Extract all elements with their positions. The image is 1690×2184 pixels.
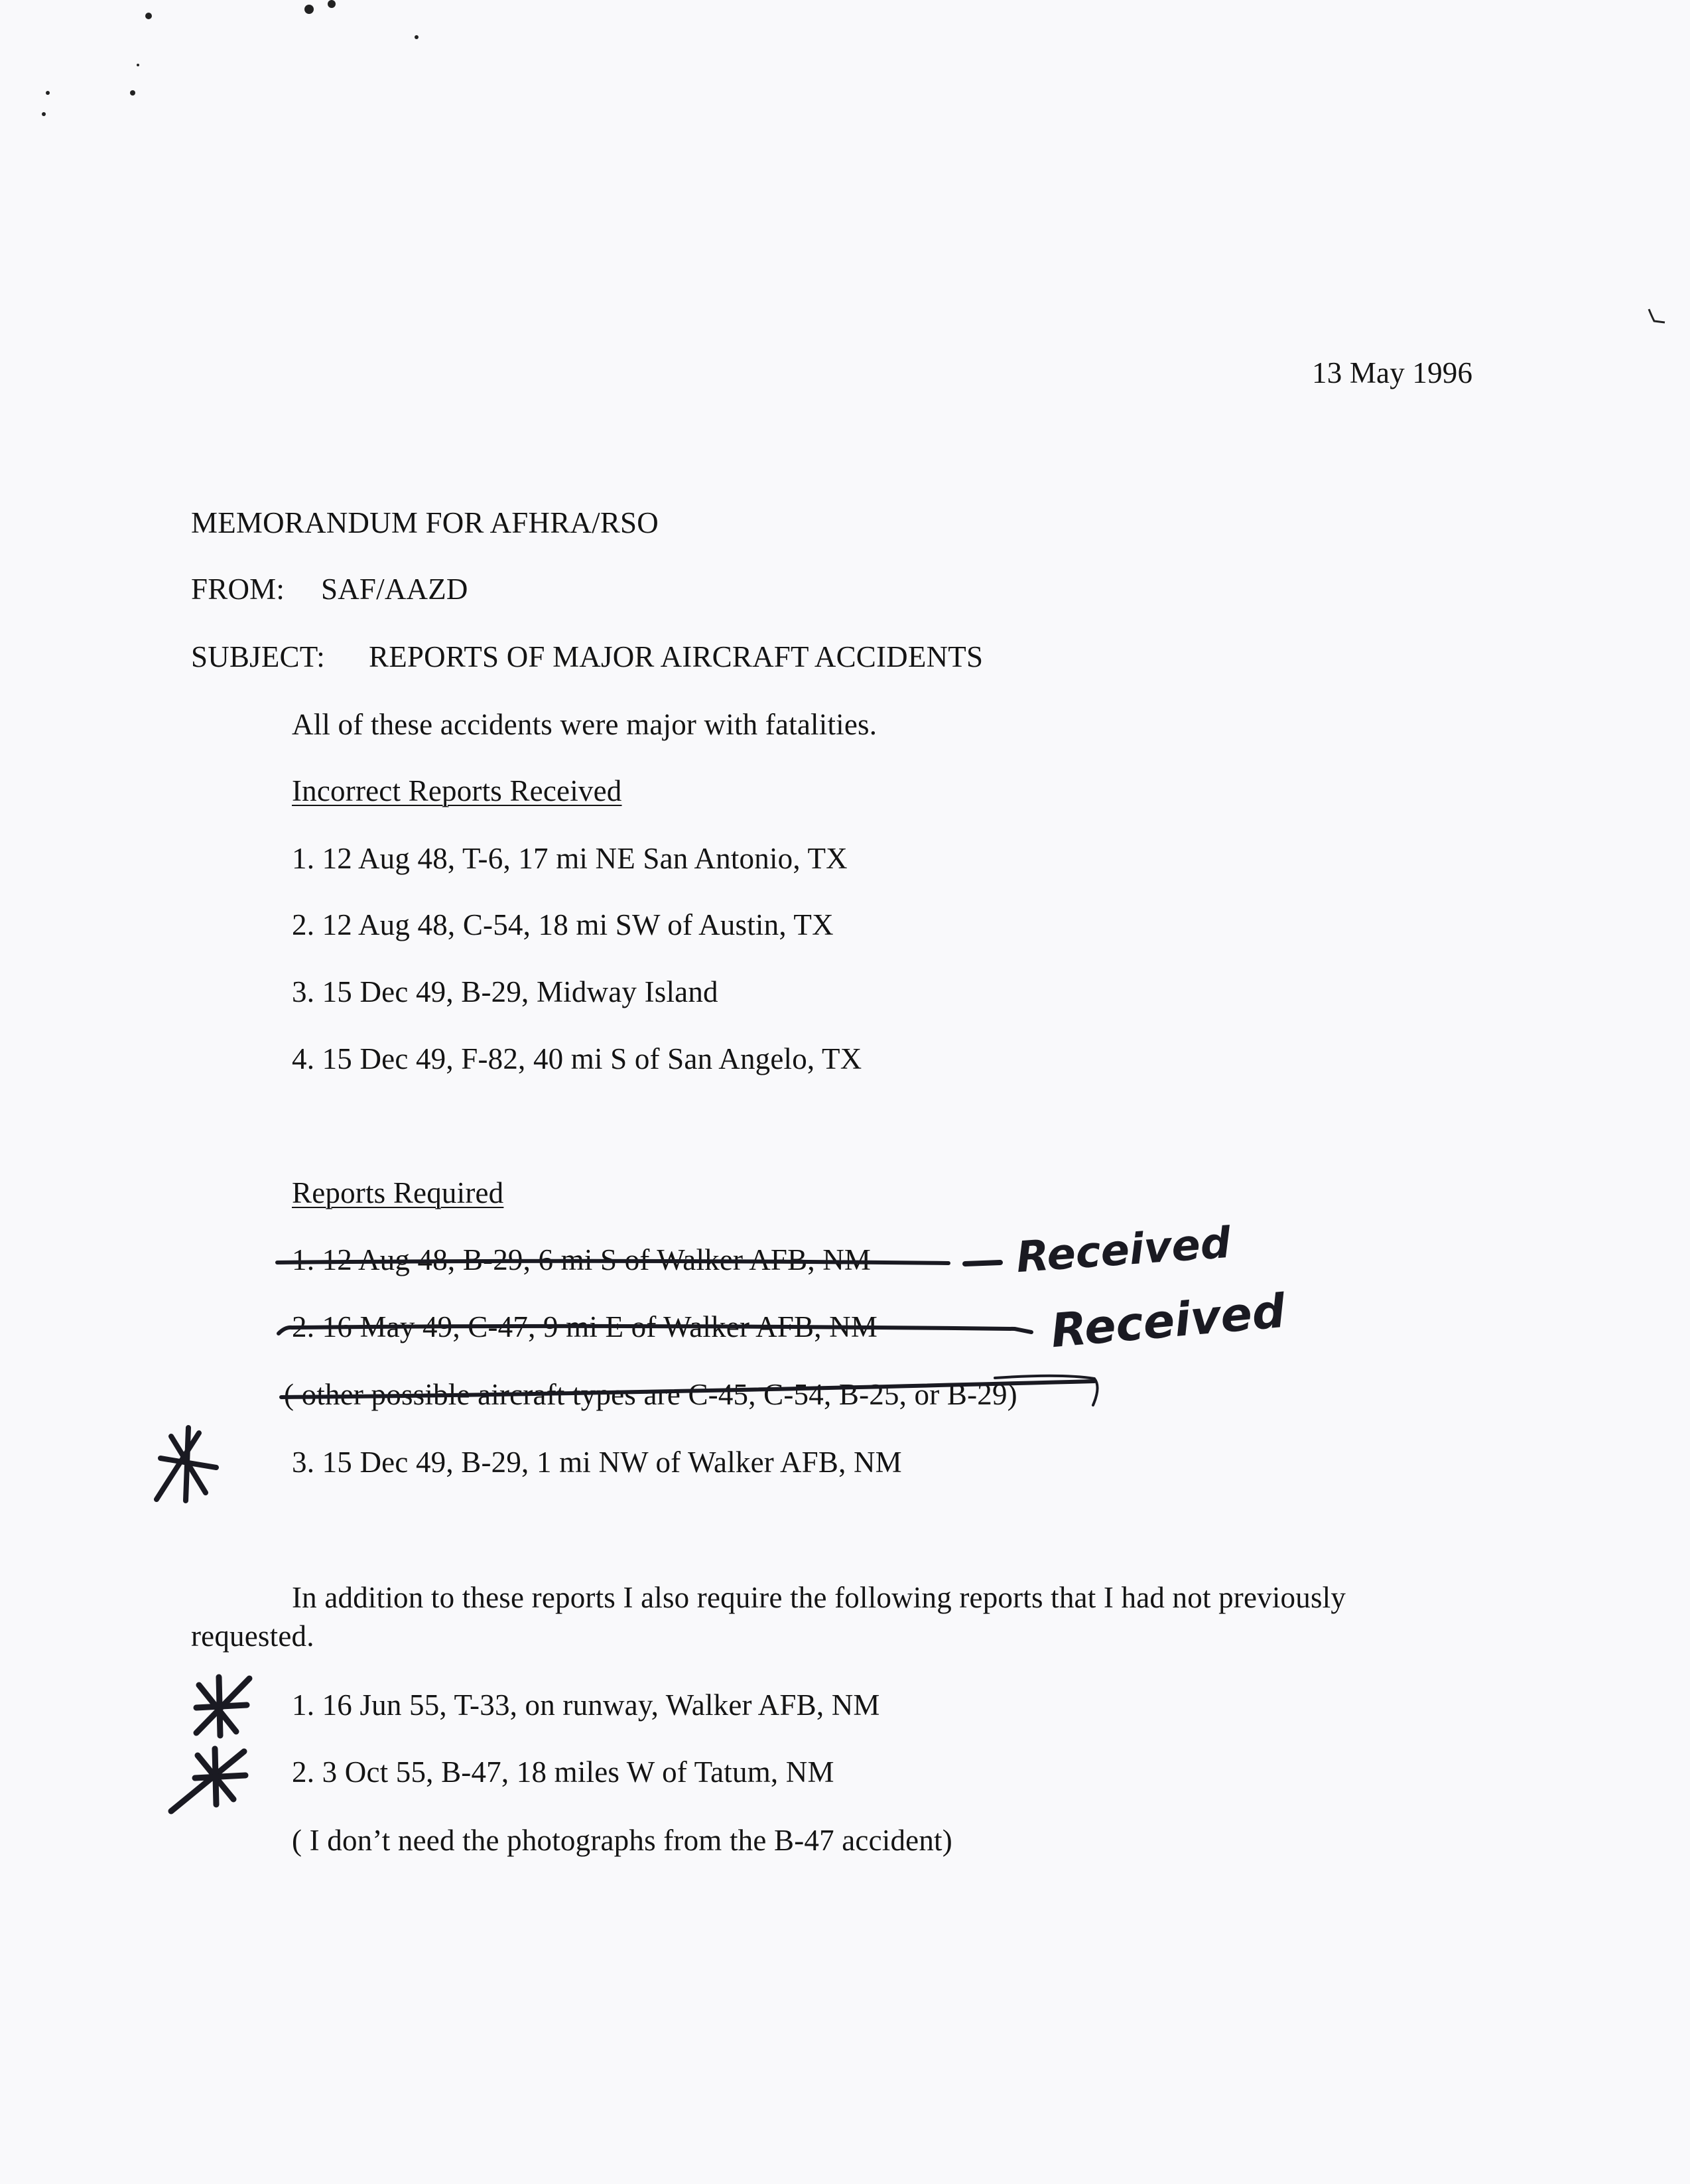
- aircraft-types-note-struck: ( other possible aircraft types are C-45, C-54, B-25, or B-29): [284, 1378, 1017, 1411]
- incorrect-report-item: 3. 15 Dec 49, B-29, Midway Island: [292, 975, 718, 1008]
- memo-for-line: MEMORANDUM FOR AFHRA/RSO: [191, 506, 659, 539]
- addition-paragraph-line: In addition to these reports I also require the following reports that I had not previously: [292, 1581, 1346, 1614]
- asterisk-icon: [196, 1677, 249, 1736]
- additional-report-item: 1. 16 Jun 55, T-33, on runway, Walker AFB, NM: [292, 1688, 880, 1722]
- subject-value: REPORTS OF MAJOR AIRCRAFT ACCIDENTS: [369, 640, 984, 673]
- asterisk-icon: [171, 1749, 245, 1811]
- received-annotation: Received: [1014, 1218, 1232, 1283]
- scan-specks: [42, 0, 1665, 322]
- required-report-item-struck: 1. 12 Aug 48, B-29, 6 mi S of Walker AFB, NM: [292, 1243, 872, 1276]
- from-label: FROM:: [191, 573, 285, 606]
- received-annotation: Received: [1049, 1283, 1287, 1359]
- additional-report-item: 2. 3 Oct 55, B-47, 18 miles W of Tatum, NM: [292, 1755, 834, 1789]
- subject-label: SUBJECT:: [191, 640, 325, 673]
- incorrect-report-item: 1. 12 Aug 48, T-6, 17 mi NE San Antonio, TX: [292, 842, 848, 875]
- asterisk-icon: [157, 1428, 216, 1501]
- addition-paragraph-line: requested.: [191, 1619, 314, 1653]
- incorrect-report-item: 4. 15 Dec 49, F-82, 40 mi S of San Angelo, TX: [292, 1042, 862, 1075]
- intro-text: All of these accidents were major with fatalities.: [292, 708, 878, 741]
- memo-date: 13 May 1996: [1312, 356, 1473, 389]
- required-report-item-struck: 2. 16 May 49, C-47, 9 mi E of Walker AFB, NM: [292, 1310, 878, 1343]
- incorrect-report-item: 2. 12 Aug 48, C-54, 18 mi SW of Austin, TX: [292, 908, 834, 941]
- dash-arrow: [965, 1263, 1000, 1264]
- photographs-note: ( I don’t need the photographs from the B-47 accident): [292, 1824, 952, 1857]
- reports-required-heading: Reports Required: [292, 1176, 504, 1209]
- required-report-item: 3. 15 Dec 49, B-29, 1 mi NW of Walker AFB, NM: [292, 1446, 902, 1479]
- incorrect-reports-heading: Incorrect Reports Received: [292, 774, 622, 807]
- from-value: SAF/AAZD: [321, 573, 468, 606]
